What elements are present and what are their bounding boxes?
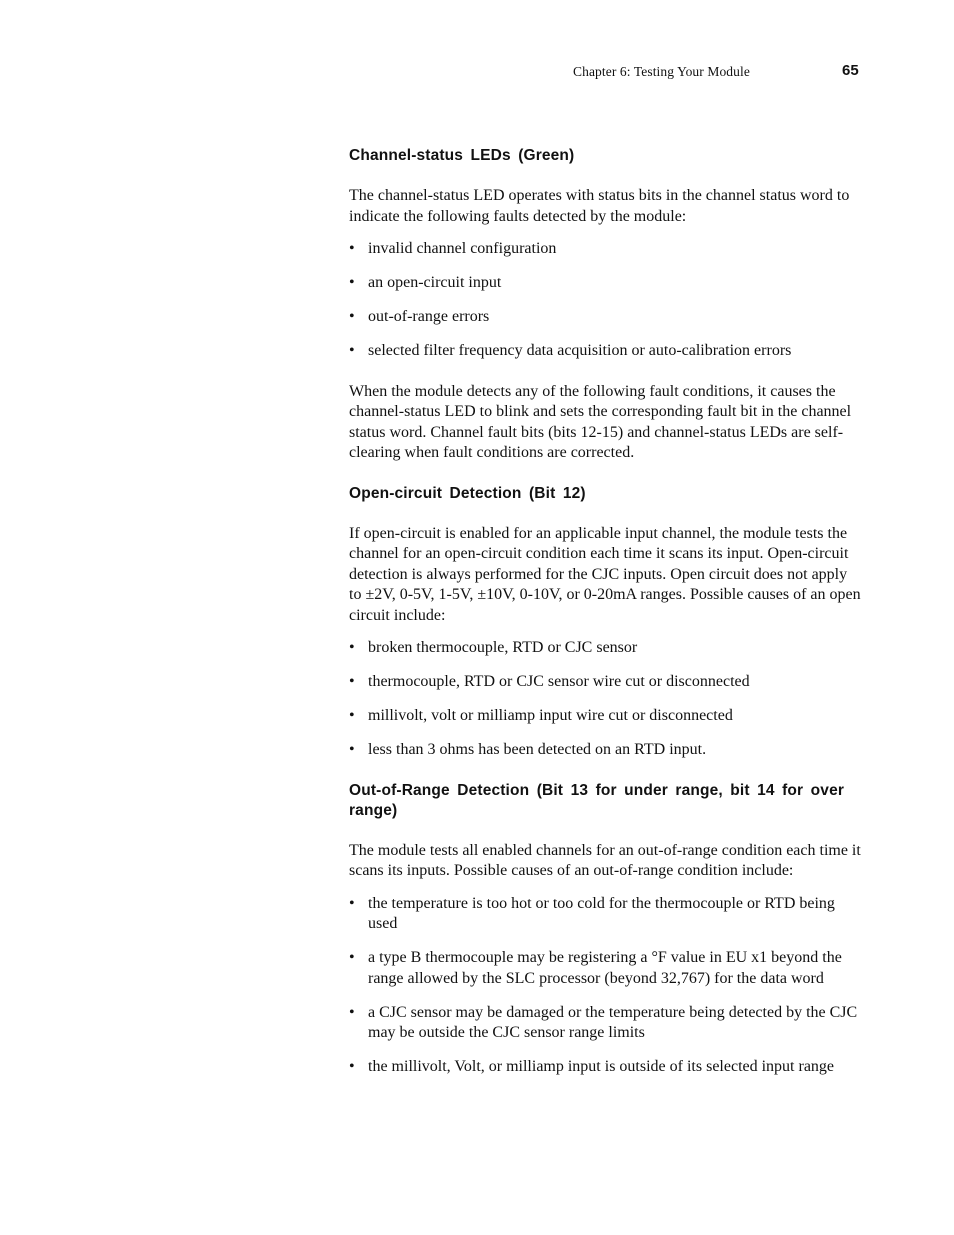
list-item: • invalid channel configuration: [349, 239, 861, 260]
page-number: 65: [842, 62, 859, 79]
list-item: • millivolt, volt or milliamp input wire cut or disconnected: [349, 706, 861, 727]
cause-list: [349, 894, 861, 1078]
section-heading: Open-circuit Detection (Bit 12): [349, 484, 586, 502]
list-item: • broken thermocouple, RTD or CJC sensor: [349, 638, 861, 659]
section-open-circuit-detection: [349, 484, 861, 761]
fault-list: [349, 239, 861, 362]
running-header: [0, 62, 954, 82]
cause-list: [349, 638, 861, 761]
section-heading: Channel-status LEDs (Green): [349, 147, 575, 164]
section-paragraph: The module tests all enabled channels for an out-of-range condition each time it scans its inputs. Possible causes of an out-of-range condition include:: [349, 841, 861, 879]
list-item: • an open-circuit input: [349, 273, 861, 294]
section-paragraph: When the module detects any of the following fault conditions, it causes the channel-status LED to blink and sets the corresponding fault bit in the channel status word. Channel fault bits (bits 12-15) and channel-status LEDs are self-clearing when fault conditions are corrected.: [349, 382, 852, 461]
list-item: • out-of-range errors: [349, 307, 861, 328]
list-item: • the temperature is too hot or too cold for the thermocouple or RTD being used: [349, 894, 861, 935]
list-item: • a type B thermocouple may be registering a °F value in EU x1 beyond the range allowed by the SLC processor (beyond 32,767) for the data word: [349, 948, 861, 989]
list-item: • the millivolt, Volt, or milliamp input is outside of its selected input range: [349, 1057, 861, 1078]
page-content: [349, 146, 861, 1090]
section-channel-status-leds: [349, 146, 861, 464]
section-heading: Out-of-Range Detection (Bit 13 for under range, bit 14 for over range): [349, 781, 845, 819]
section-paragraph: If open-circuit is enabled for an applicable input channel, the module tests the channel for an open-circuit condition each time it scans its input. Open-circuit detection is always performed for the CJC inputs. Open circuit does not apply to ±2V, 0-5V, 1-5V, ±10V, 0-10V, or 0-20mA ranges. Possible causes of an open circuit include:: [349, 524, 861, 624]
list-item: • a CJC sensor may be damaged or the temperature being detected by the CJC may be outside the CJC sensor range limits: [349, 1003, 861, 1044]
section-out-of-range-detection: [349, 781, 861, 1078]
list-item: • thermocouple, RTD or CJC sensor wire cut or disconnected: [349, 672, 861, 693]
list-item: • selected filter frequency data acquisition or auto-calibration errors: [349, 341, 861, 362]
section-paragraph: The channel-status LED operates with status bits in the channel status word to indicate the following faults detected by the module:: [349, 187, 850, 225]
chapter-title: Chapter 6: Testing Your Module: [573, 64, 750, 79]
list-item: • less than 3 ohms has been detected on an RTD input.: [349, 740, 861, 761]
